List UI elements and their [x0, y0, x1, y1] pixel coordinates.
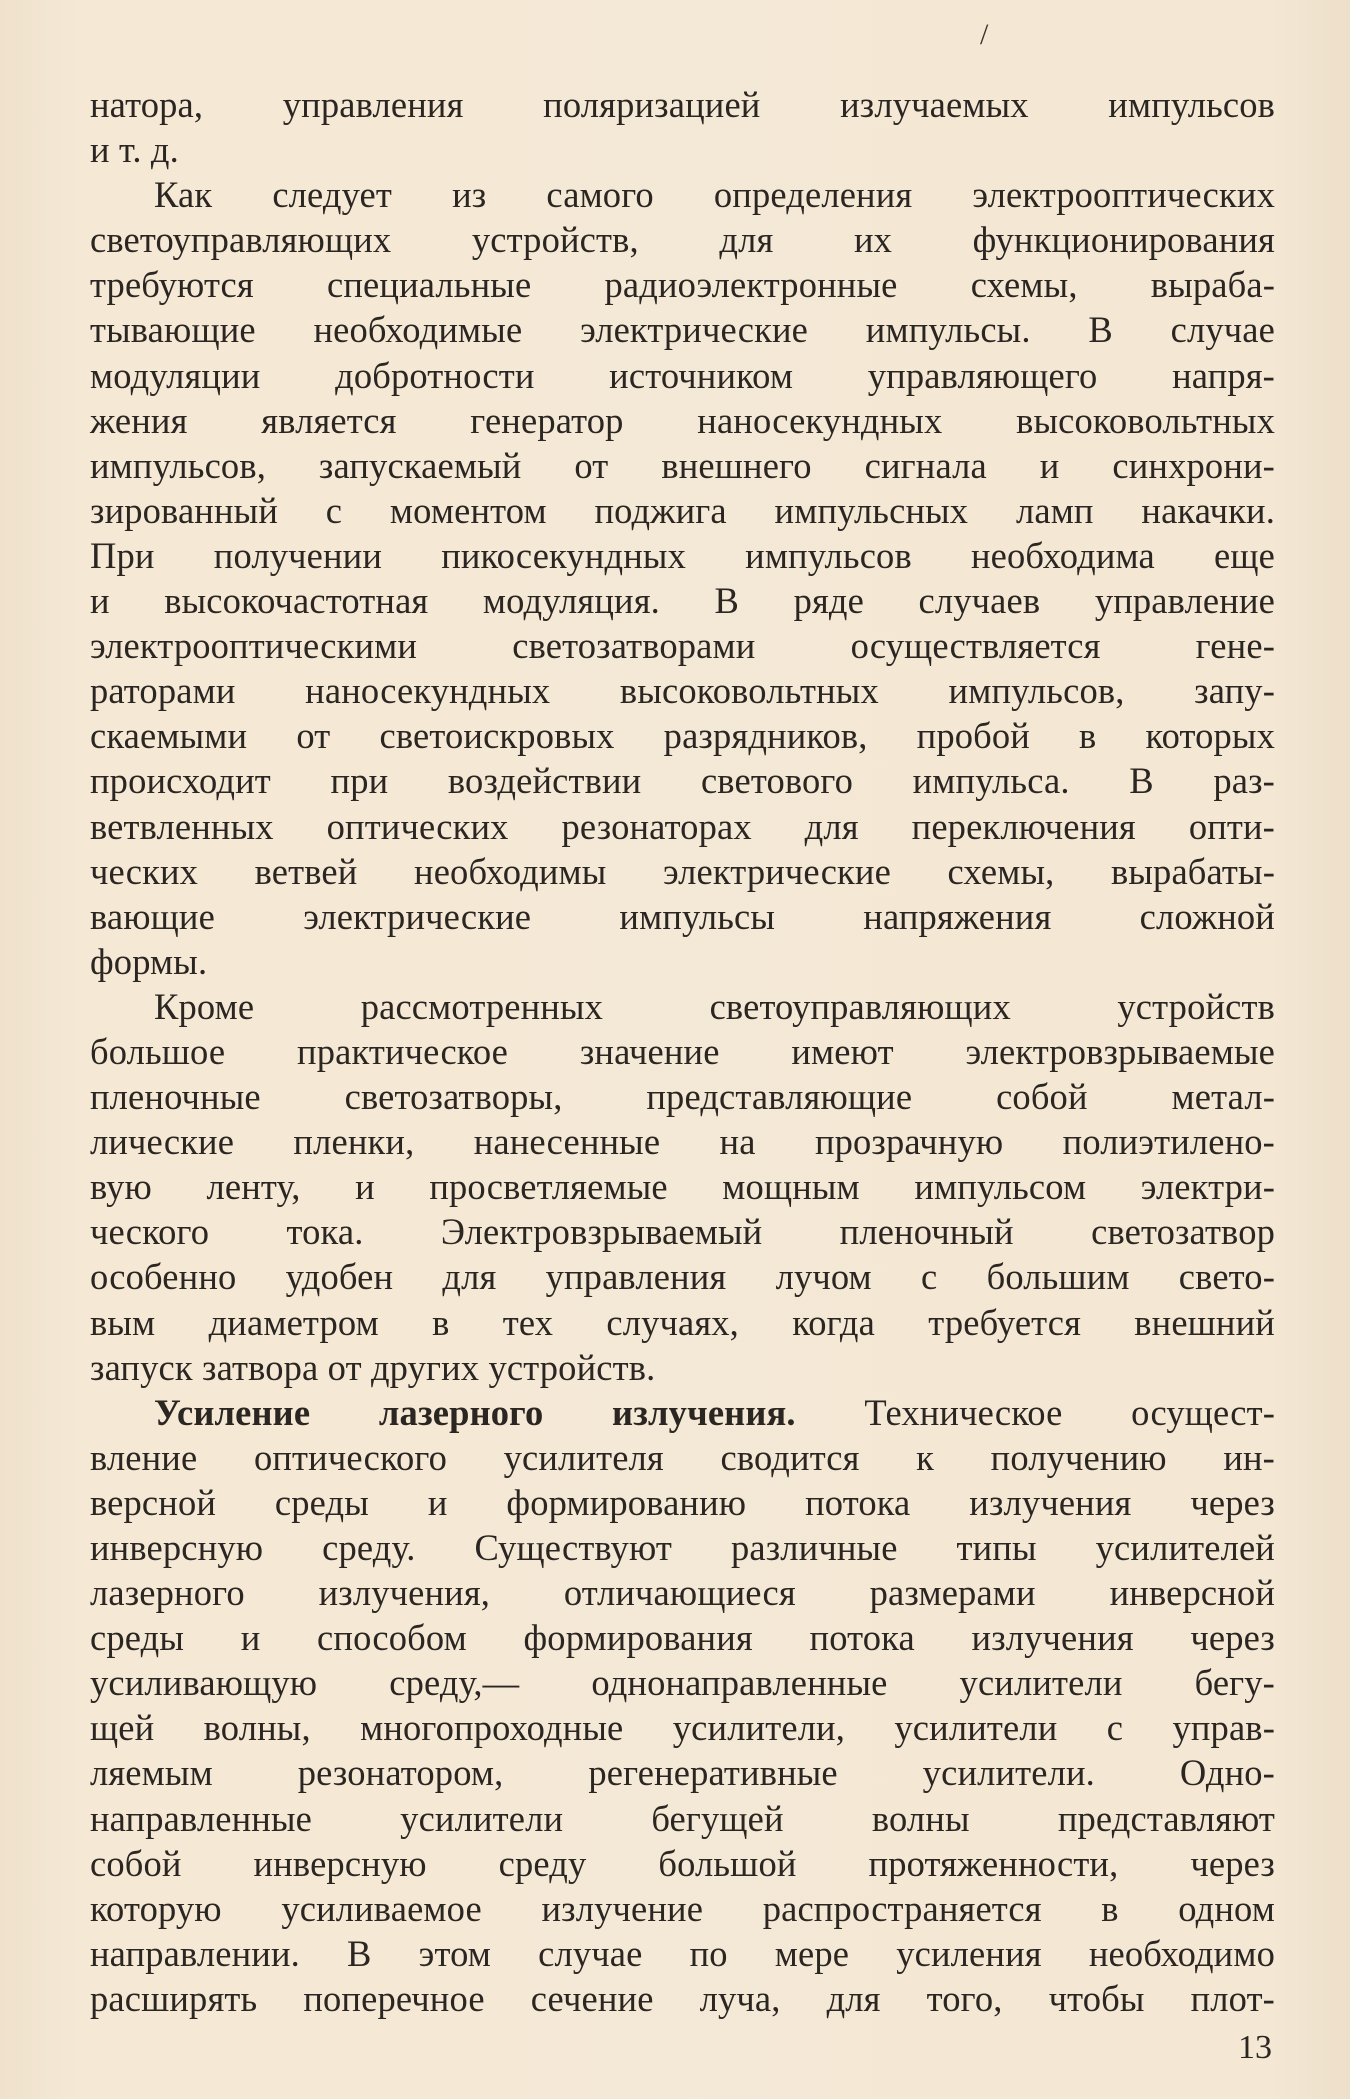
section-heading-line	[90, 1390, 1275, 1435]
text-line: ляемым резонатором, регенеративные усилители. Одно-	[90, 1752, 1275, 1794]
text-line: ветвленных оптических резонаторах для переключения опти-	[90, 805, 1275, 847]
text-line: модуляции добротности источником управляющего напря-	[90, 354, 1275, 396]
text-line: среды и способом формирования потока излучения через	[90, 1617, 1275, 1659]
text-line: вающие электрические импульсы напряжения сложной	[90, 895, 1275, 937]
text-line: натора, управления поляризацией излучаемых импульсов	[90, 84, 1275, 125]
section-heading-continuation: Техническое осущест-	[795, 1391, 1276, 1433]
text-line: пленочные светозатворы, представляющие собой метал-	[90, 1076, 1275, 1118]
page-number: 13	[1238, 2029, 1272, 2066]
text-line: и высокочастотная модуляция. В ряде случаев управление	[90, 580, 1275, 622]
text-line: Как следует из самого определения электрооптических	[154, 174, 1275, 216]
text-line: вую ленту, и просветляемые мощным импульсом электри-	[90, 1166, 1275, 1208]
text-line: и т. д.	[90, 129, 179, 171]
text-line: раторами наносекундных высоковольтных импульсов, запу-	[90, 670, 1275, 712]
text-line: жения является генератор наносекундных высоковольтных	[90, 399, 1275, 441]
text-line: лазерного излучения, отличающиеся размерами инверсной	[90, 1572, 1275, 1614]
text-line: которую усиливаемое излучение распространяется в одном	[90, 1887, 1275, 1929]
text-line: импульсов, запускаемый от внешнего сигнала и синхрони-	[90, 444, 1275, 486]
text-line: тывающие необходимые электрические импульсы. В случае	[90, 309, 1275, 351]
text-line: Кроме рассмотренных светоуправляющих устройств	[154, 985, 1275, 1027]
text-line: ческих ветвей необходимы электрические схемы, вырабаты-	[90, 850, 1275, 892]
text-line: большое практическое значение имеют электровзрываемые	[90, 1030, 1275, 1072]
text-line: расширять поперечное сечение луча, для того, чтобы плот-	[90, 1977, 1275, 2019]
text-line: вым диаметром в тех случаях, когда требуется внешний	[90, 1301, 1275, 1343]
text-line: электрооптическими светозатворами осуществляется гене-	[90, 625, 1275, 667]
text-line: собой инверсную среду большой протяженности, через	[90, 1842, 1275, 1884]
text-line: запуск затвора от других устройств.	[90, 1346, 656, 1388]
text-line: светоуправляющих устройств, для их функционирования	[90, 219, 1275, 261]
text-line: особенно удобен для управления лучом с большим свето-	[90, 1256, 1275, 1298]
top-mark: /	[980, 18, 989, 51]
text-line: направленные усилители бегущей волны представляют	[90, 1797, 1275, 1839]
text-line: усиливающую среду,— однонаправленные усилители бегу-	[90, 1662, 1275, 1704]
text-line: ческого тока. Электровзрываемый пленочный светозатвор	[90, 1211, 1275, 1253]
text-line: требуются специальные радиоэлектронные схемы, выраба-	[90, 264, 1275, 306]
text-line: формы.	[90, 940, 208, 982]
text-line: При получении пикосекундных импульсов необходима еще	[90, 534, 1275, 576]
text-line: инверсную среду. Существуют различные типы усилителей	[90, 1527, 1275, 1568]
text-line: щей волны, многопроходные усилители, усилители с управ-	[90, 1707, 1275, 1749]
text-line: направлении. В этом случае по мере усиления необходимо	[90, 1932, 1275, 1974]
text-line: происходит при воздействии светового импульса. В раз-	[90, 760, 1275, 802]
text-line: лические пленки, нанесенные на прозрачную полиэтилено-	[90, 1121, 1275, 1163]
text-line: скаемыми от светоискровых разрядников, пробой в которых	[90, 715, 1275, 757]
text-line: версной среды и формированию потока излучения через	[90, 1481, 1275, 1523]
body-text	[90, 82, 1275, 2021]
section-heading: Усиление лазерного излучения.	[154, 1391, 796, 1433]
text-line: вление оптического усилителя сводится к получению ин-	[90, 1436, 1275, 1478]
text-line: зированный с моментом поджига импульсных ламп накачки.	[90, 489, 1275, 531]
